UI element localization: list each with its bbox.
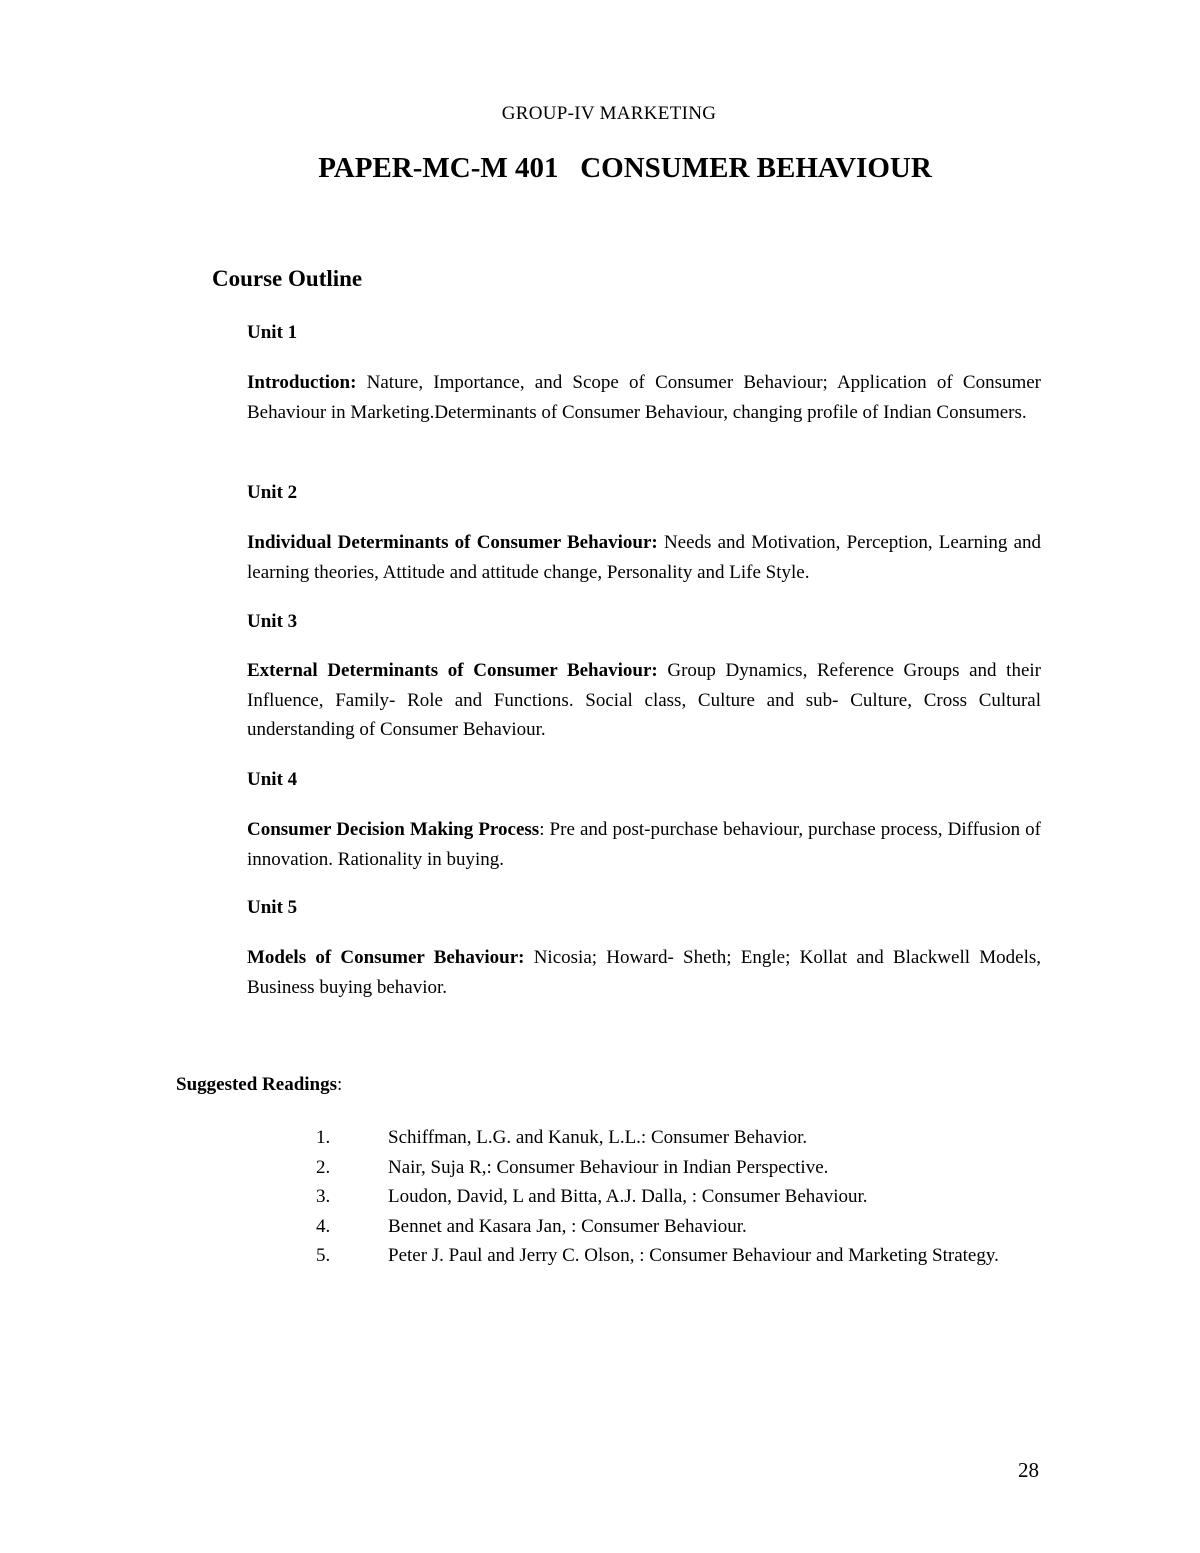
unit-2-description xyxy=(247,528,1041,587)
course-outline-heading: Course Outline xyxy=(212,266,363,291)
unit-3-heading: Unit 3 xyxy=(247,611,298,632)
unit-3-text: Group Dynamics, Reference Groups and their Influence, Family- Role and Functions. Social class, Culture and sub- Culture, Cross Cultural understanding of Consumer Behaviour. xyxy=(247,660,1041,740)
page-number: 28 xyxy=(1018,1458,1039,1482)
unit-2-lead: Individual Determinants of Consumer Behaviour: xyxy=(247,532,658,553)
reading-number: 3. xyxy=(316,1186,331,1207)
unit-4-text: : Pre and post-purchase behaviour, purchase process, Diffusion of innovation. Rationality in buying. xyxy=(247,819,1041,870)
unit-5-description xyxy=(247,943,1041,1002)
unit-5-lead: Models of Consumer Behaviour: xyxy=(247,947,525,968)
reading-text: Loudon, David, L and Bitta, A.J. Dalla, : Consumer Behaviour. xyxy=(388,1186,868,1207)
unit-2-text: Needs and Motivation, Perception, Learning and learning theories, Attitude and attitude change, Personality and Life Style. xyxy=(247,532,1042,583)
reading-number: 4. xyxy=(316,1215,331,1237)
reading-text: Peter J. Paul and Jerry C. Olson, : Consumer Behaviour and Marketing Strategy. xyxy=(388,1245,999,1266)
reading-number: 5. xyxy=(316,1245,331,1266)
reading-item xyxy=(316,1123,1042,1153)
unit-2-heading: Unit 2 xyxy=(247,482,298,503)
reading-item xyxy=(316,1241,1042,1271)
reading-text: Bennet and Kasara Jan, : Consumer Behaviour. xyxy=(388,1215,747,1237)
reading-item xyxy=(316,1182,1042,1212)
reading-item xyxy=(316,1212,1042,1242)
unit-1-lead: Introduction: xyxy=(247,372,357,393)
readings-list xyxy=(316,1123,1042,1271)
unit-1-description xyxy=(247,368,1041,427)
group-title: GROUP-IV MARKETING xyxy=(501,103,717,124)
paper-title: PAPER-MC-M 401 CONSUMER BEHAVIOUR xyxy=(318,152,932,184)
unit-1-text: Nature, Importance, and Scope of Consumer Behaviour; Application of Consumer Behaviour in Marketing.Determinants of Consumer Behaviour, changing profile of Indian Consumers. xyxy=(247,372,1041,423)
reading-text: Schiffman, L.G. and Kanuk, L.L.: Consumer Behavior. xyxy=(388,1127,808,1148)
reading-number: 1. xyxy=(316,1127,331,1148)
unit-1-heading: Unit 1 xyxy=(247,322,298,343)
reading-item xyxy=(316,1153,1042,1183)
suggested-readings-label: Suggested Readings xyxy=(176,1074,337,1095)
reading-number: 2. xyxy=(316,1156,331,1178)
unit-5-text: Nicosia; Howard- Sheth; Engle; Kollat and Blackwell Models, Business buying behavior. xyxy=(247,947,1041,998)
unit-4-lead: Consumer Decision Making Process xyxy=(247,819,540,840)
unit-3-description xyxy=(247,656,1041,745)
unit-4-heading: Unit 4 xyxy=(247,769,298,790)
reading-text: Nair, Suja R,: Consumer Behaviour in Indian Perspective. xyxy=(388,1156,829,1178)
suggested-readings-colon: : xyxy=(337,1074,343,1095)
unit-5-heading: Unit 5 xyxy=(247,897,298,918)
unit-4-description xyxy=(247,815,1041,874)
suggested-readings-heading xyxy=(176,1074,342,1096)
unit-3-lead: External Determinants of Consumer Behaviour: xyxy=(247,660,658,681)
